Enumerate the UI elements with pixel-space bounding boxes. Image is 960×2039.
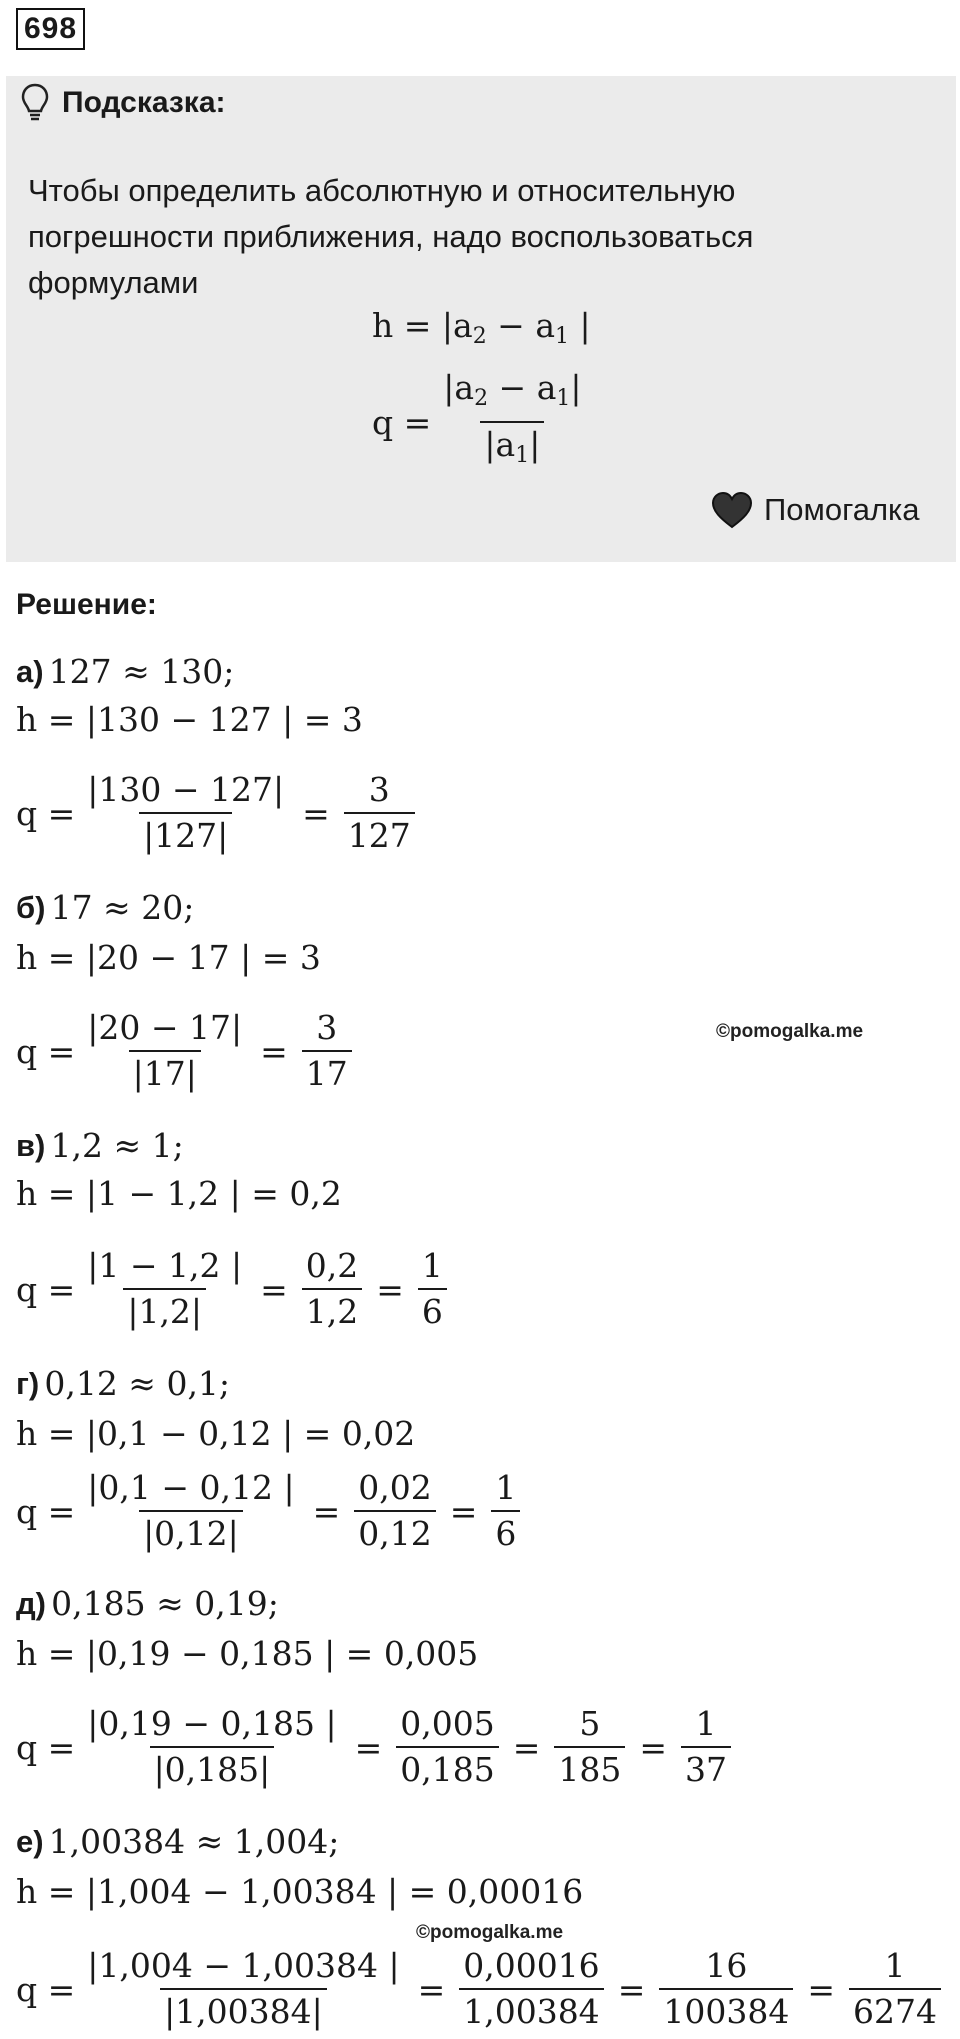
part-d-q: q = $\frac{|0,19 - 0,185 |}{|0,185|}$ = $\frac{0,005}{0,185}$ = $\frac{5}{185}$ = $\frac{1}{37}$	[16, 1704, 739, 1790]
watermark-2: ©pomogalka.me	[416, 1922, 564, 1943]
lightbulb-icon	[20, 82, 50, 128]
part-e-q: q = $\frac{|1,004 - 1,00384 |}{|1,00384|}$ = $\frac{0,00016}{1,00384}$ = $\frac{16}{100384}$ = $\frac{1}{6274}$	[16, 1946, 949, 2032]
brand-label: Помогалка	[764, 492, 920, 527]
part-a-approx: а) 127 ≈ 130;	[16, 652, 235, 691]
part-b-approx: б) 17 ≈ 20;	[16, 888, 195, 927]
part-b-q: q = $\frac{|20 - 17|}{|17|}$ = $\frac{3}{17}$	[16, 1008, 360, 1094]
part-a-q: q = $\frac{|130 - 127|}{|127|}$ = $\frac{3}{127}$	[16, 770, 423, 856]
part-d-h: h = |0,19 − 0,185 | = 0,005	[16, 1634, 479, 1673]
problem-number: 698	[16, 8, 85, 50]
part-v-h: h = |1 − 1,2 | = 0,2	[16, 1174, 342, 1213]
solution-title: Решение:	[16, 588, 157, 621]
part-a-h: h = |130 − 127 | = 3	[16, 700, 363, 739]
part-g-q: q = $\frac{|0,1 - 0,12 |}{|0,12|}$ = $\frac{0,02}{0,12}$ = $\frac{1}{6}$	[16, 1468, 528, 1554]
part-e-h: h = |1,004 − 1,00384 | = 0,00016	[16, 1872, 584, 1911]
part-e-approx: е) 1,00384 ≈ 1,004;	[16, 1822, 340, 1861]
heart-icon	[710, 490, 754, 534]
hint-text: Чтобы определить абсолютную и относительную погрешности приближения, надо воспользоваться формулами	[28, 173, 754, 300]
watermark: ©pomogalka.me	[716, 1021, 864, 1042]
part-d-approx: д) 0,185 ≈ 0,19;	[16, 1584, 279, 1623]
part-v-approx: в) 1,2 ≈ 1;	[16, 1126, 184, 1165]
part-g-approx: г) 0,12 ≈ 0,1;	[16, 1364, 231, 1403]
formula-h: $h = |a_2 - a_1$ |	[372, 306, 591, 349]
part-v-q: q = $\frac{|1 - 1,2 |}{|1,2|}$ = $\frac{0,2}{1,2}$ = $\frac{1}{6}$	[16, 1246, 455, 1332]
hint-title: Подсказка:	[62, 86, 226, 119]
formula-q: q = $\frac{|a_2 - a_1|}{|a_1|}$	[372, 368, 594, 476]
part-g-h: h = |0,1 − 0,12 | = 0,02	[16, 1414, 416, 1453]
part-b-h: h = |20 − 17 | = 3	[16, 938, 321, 977]
